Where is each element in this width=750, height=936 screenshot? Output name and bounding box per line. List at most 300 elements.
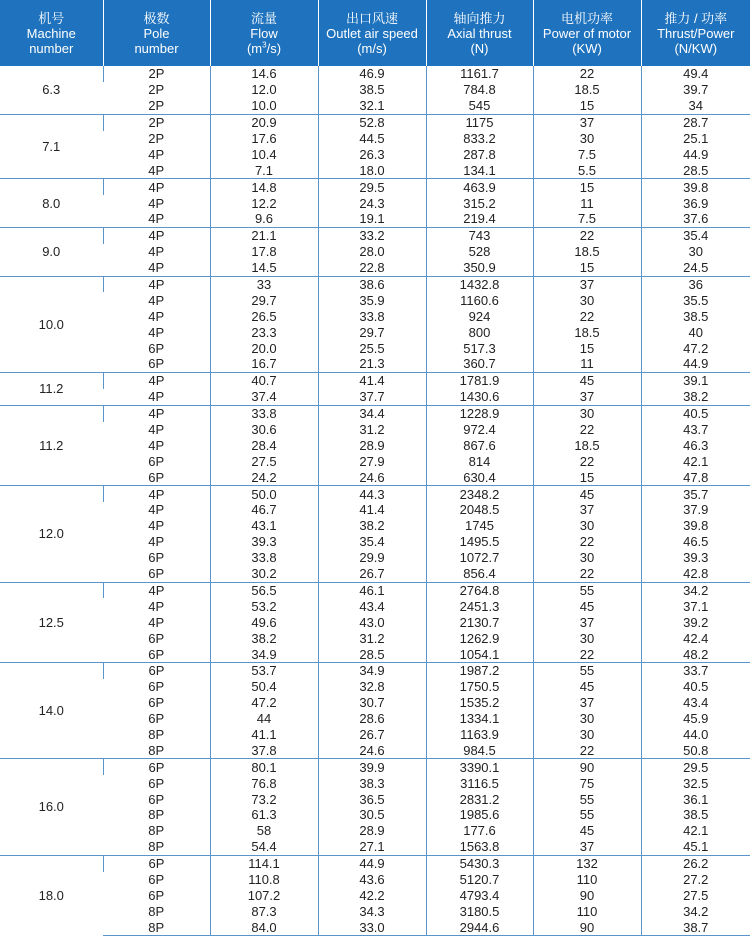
thrust-power-cell: 32.5	[641, 775, 750, 791]
flow-cell: 23.3	[210, 324, 318, 340]
header-en-line2: (KW)	[572, 40, 602, 56]
axial-thrust-cell: 287.8	[426, 146, 533, 162]
pole-number-cell: 2P	[148, 131, 165, 146]
table-row	[0, 114, 750, 130]
axial-thrust-cell: 545	[426, 98, 533, 114]
header-cn: 电机功率	[560, 10, 613, 26]
axial-thrust-cell: 1987.2	[426, 662, 533, 678]
header-en: Thrust/Power	[657, 25, 735, 41]
air-speed-cell: 22.8	[318, 260, 426, 276]
flow-cell: 110.8	[210, 872, 318, 888]
thrust-power-cell: 37.6	[641, 211, 750, 227]
pole-number-cell: 2P	[103, 114, 210, 130]
motor-power-cell: 7.5	[533, 211, 641, 227]
flow-cell: 14.5	[210, 260, 318, 276]
motor-power-cell: 15	[533, 260, 641, 276]
axial-thrust-cell: 177.6	[426, 823, 533, 839]
thrust-power-cell: 36.9	[641, 195, 750, 211]
motor-power-cell: 18.5	[533, 437, 641, 453]
flow-cell: 84.0	[210, 919, 318, 935]
flow-cell: 17.8	[210, 244, 318, 260]
axial-thrust-cell: 2348.2	[426, 486, 533, 502]
thrust-power-cell: 42.4	[641, 630, 750, 646]
table-row	[0, 534, 750, 550]
flow-cell: 33	[210, 276, 318, 292]
thrust-power-cell: 48.2	[641, 646, 750, 662]
pole-number-cell: 4P	[148, 260, 165, 276]
thrust-power-cell: 27.5	[641, 887, 750, 903]
air-speed-cell: 28.9	[318, 823, 426, 839]
table-row	[0, 807, 750, 823]
header-en-line2: (N)	[470, 40, 489, 56]
pole-number-cell: 6P	[103, 855, 210, 871]
axial-thrust-cell: 1563.8	[426, 839, 533, 855]
table-row	[0, 146, 750, 162]
pole-number-cell: 6P	[148, 469, 165, 485]
axial-thrust-cell: 1495.5	[426, 534, 533, 550]
pole-number-cell: 8P	[103, 919, 210, 935]
thrust-power-cell: 49.4	[641, 66, 750, 82]
thrust-power-cell: 42.8	[641, 566, 750, 582]
machine-number-cell: 9.0	[0, 227, 103, 276]
air-speed-cell: 24.6	[318, 469, 426, 485]
motor-power-cell: 22	[533, 227, 641, 243]
axial-thrust-cell: 1334.1	[426, 711, 533, 727]
table-row	[0, 372, 750, 388]
air-speed-cell: 26.7	[318, 727, 426, 743]
thrust-power-cell: 38.5	[641, 308, 750, 324]
unit-suffix: /s)	[266, 40, 282, 56]
table-row	[0, 195, 750, 211]
flow-cell: 49.6	[210, 614, 318, 630]
flow-cell: 24.2	[210, 469, 318, 485]
thrust-power-cell: 50.8	[641, 742, 750, 758]
axial-thrust-cell: 1228.9	[426, 405, 533, 421]
pole-number-cell: 4P	[103, 582, 210, 598]
thrust-power-cell: 39.3	[641, 550, 750, 566]
thrust-power-cell: 43.7	[641, 422, 750, 438]
air-speed-cell: 33.8	[318, 308, 426, 324]
flow-cell: 53.7	[210, 662, 318, 678]
thrust-power-cell: 27.2	[641, 872, 750, 888]
pole-number-cell: 4P	[103, 486, 210, 502]
axial-thrust-cell: 1163.9	[426, 727, 533, 743]
table-row	[0, 839, 750, 855]
axial-thrust-cell: 463.9	[426, 179, 533, 195]
flow-cell: 114.1	[210, 855, 318, 871]
header-cn: 机号	[38, 10, 65, 26]
pole-number-cell: 4P	[148, 146, 165, 162]
motor-power-cell: 45	[533, 486, 641, 502]
air-speed-cell: 19.1	[318, 211, 426, 227]
pole-number-cell: 6P	[148, 775, 165, 791]
table-row	[0, 775, 750, 791]
air-speed-cell: 38.5	[318, 82, 426, 98]
thrust-power-cell: 39.2	[641, 614, 750, 630]
air-speed-cell: 32.1	[318, 98, 426, 114]
axial-thrust-cell: 1054.1	[426, 646, 533, 662]
table-row	[0, 486, 750, 502]
header-cn: 推力 / 功率	[664, 10, 728, 26]
axial-thrust-cell: 2048.5	[426, 502, 533, 518]
air-speed-cell: 38.3	[318, 775, 426, 791]
axial-thrust-cell: 4793.4	[426, 887, 533, 903]
table-row	[0, 855, 750, 871]
thrust-power-cell: 42.1	[641, 823, 750, 839]
machine-number-cell: 11.2	[0, 405, 103, 485]
air-speed-cell: 30.5	[318, 807, 426, 823]
pole-number-cell: 4P	[148, 195, 165, 211]
air-speed-cell: 29.7	[318, 324, 426, 340]
pole-number-cell: 8P	[148, 823, 165, 839]
axial-thrust-cell: 1175	[426, 114, 533, 130]
flow-cell: 46.7	[210, 502, 318, 518]
motor-power-cell: 37	[533, 389, 641, 405]
flow-cell: 58	[210, 823, 318, 839]
thrust-power-cell: 24.5	[641, 260, 750, 276]
motor-power-cell: 55	[533, 807, 641, 823]
flow-cell: 14.6	[210, 66, 318, 82]
header-axial-thrust	[426, 0, 533, 66]
pole-number-cell: 4P	[148, 598, 165, 614]
axial-thrust-cell: 800	[426, 324, 533, 340]
motor-power-cell: 55	[533, 582, 641, 598]
motor-power-cell: 30	[533, 405, 641, 421]
table-row	[0, 308, 750, 324]
table-row	[0, 227, 750, 243]
flow-cell: 37.8	[210, 742, 318, 758]
table-row	[0, 162, 750, 178]
thrust-power-cell: 29.5	[641, 759, 750, 775]
motor-power-cell: 18.5	[533, 82, 641, 98]
motor-power-cell: 22	[533, 66, 641, 82]
machine-number-cell: 12.5	[0, 582, 103, 662]
thrust-power-cell: 44.9	[641, 146, 750, 162]
motor-power-cell: 37	[533, 114, 641, 130]
table-row	[0, 276, 750, 292]
air-speed-cell: 29.9	[318, 550, 426, 566]
axial-thrust-cell: 134.1	[426, 162, 533, 178]
air-speed-cell: 34.4	[318, 405, 426, 421]
thrust-power-cell: 36.1	[641, 791, 750, 807]
flow-cell: 76.8	[210, 775, 318, 791]
air-speed-cell: 32.8	[318, 679, 426, 695]
flow-cell: 16.7	[210, 356, 318, 372]
machine-number-cell: 6.3	[42, 82, 61, 98]
table-row	[0, 211, 750, 227]
pole-number-cell: 6P	[148, 679, 165, 695]
thrust-power-cell: 47.8	[641, 469, 750, 485]
thrust-power-cell: 38.5	[641, 807, 750, 823]
table-row	[0, 695, 750, 711]
thrust-power-cell: 25.1	[641, 131, 750, 147]
pole-number-cell: 4P	[148, 308, 165, 324]
thrust-power-cell: 45.1	[641, 839, 750, 855]
pole-number-cell: 4P	[148, 614, 165, 630]
air-speed-cell: 26.3	[318, 146, 426, 162]
motor-power-cell: 22	[533, 534, 641, 550]
flow-cell: 80.1	[210, 759, 318, 775]
table-row	[0, 518, 750, 534]
axial-thrust-cell: 833.2	[426, 131, 533, 147]
motor-power-cell: 37	[533, 614, 641, 630]
axial-thrust-cell: 1430.6	[426, 389, 533, 405]
table-row	[0, 823, 750, 839]
table-row	[0, 131, 750, 147]
motor-power-cell: 30	[533, 550, 641, 566]
axial-thrust-cell: 2451.3	[426, 598, 533, 614]
table-row	[0, 598, 750, 614]
pole-number-cell: 6P	[148, 453, 165, 469]
motor-power-cell: 15	[533, 340, 641, 356]
air-speed-cell: 42.2	[318, 887, 426, 903]
air-speed-cell: 34.3	[318, 903, 426, 919]
motor-power-cell: 30	[533, 711, 641, 727]
flow-cell: 12.2	[210, 195, 318, 211]
air-speed-cell: 41.4	[318, 502, 426, 518]
pole-number-cell: 6P	[148, 566, 165, 582]
axial-thrust-cell: 517.3	[426, 340, 533, 356]
axial-thrust-cell: 984.5	[426, 742, 533, 758]
pole-number-cell: 4P	[148, 518, 165, 534]
motor-power-cell: 15	[533, 469, 641, 485]
axial-thrust-cell: 784.8	[426, 82, 533, 98]
air-speed-cell: 26.7	[318, 566, 426, 582]
thrust-power-cell: 46.5	[641, 534, 750, 550]
air-speed-cell: 18.0	[318, 162, 426, 178]
motor-power-cell: 15	[533, 98, 641, 114]
pole-number-cell: 4P	[148, 292, 165, 308]
air-speed-cell: 34.9	[318, 662, 426, 678]
table-body	[0, 66, 750, 936]
motor-power-cell: 22	[533, 308, 641, 324]
table-row	[0, 566, 750, 582]
unit-prefix: (m	[246, 40, 263, 56]
pole-number-cell: 6P	[148, 711, 165, 727]
header-en: Flow	[250, 25, 278, 41]
motor-power-cell: 55	[533, 791, 641, 807]
thrust-power-cell: 28.5	[641, 162, 750, 178]
table-row	[0, 919, 750, 935]
thrust-power-cell: 37.1	[641, 598, 750, 614]
motor-power-cell: 11	[533, 195, 641, 211]
table-row	[0, 550, 750, 566]
air-speed-cell: 43.0	[318, 614, 426, 630]
air-speed-cell: 31.2	[318, 422, 426, 438]
thrust-power-cell: 47.2	[641, 340, 750, 356]
table-row	[0, 662, 750, 678]
header-outlet-air-speed	[318, 0, 426, 66]
air-speed-cell: 28.6	[318, 711, 426, 727]
flow-cell: 14.8	[210, 179, 318, 195]
thrust-power-cell: 37.9	[641, 502, 750, 518]
thrust-power-cell: 33.7	[641, 662, 750, 678]
table-row	[0, 340, 750, 356]
motor-power-cell: 90	[533, 759, 641, 775]
motor-power-cell: 37	[533, 695, 641, 711]
table-row	[0, 66, 750, 82]
pole-number-cell: 4P	[148, 389, 165, 405]
header-row	[0, 0, 750, 66]
air-speed-cell: 43.4	[318, 598, 426, 614]
table-row	[0, 437, 750, 453]
header-en: Axial thrust	[447, 25, 512, 41]
air-speed-cell: 37.7	[318, 389, 426, 405]
header-en-line2: number	[29, 40, 74, 56]
header-flow	[210, 0, 318, 66]
axial-thrust-cell: 1535.2	[426, 695, 533, 711]
table-row	[0, 324, 750, 340]
axial-thrust-cell: 630.4	[426, 469, 533, 485]
air-speed-cell: 27.9	[318, 453, 426, 469]
pole-number-cell: 6P	[148, 695, 165, 711]
header-en-line2: (m/s)	[357, 40, 387, 56]
thrust-power-cell: 35.5	[641, 292, 750, 308]
header-en: Power of motor	[542, 25, 632, 41]
header-cn: 轴向推力	[453, 10, 506, 26]
machine-number-cell: 11.2	[0, 372, 103, 405]
motor-power-cell: 30	[533, 727, 641, 743]
thrust-power-cell: 26.2	[641, 855, 750, 871]
flow-cell: 53.2	[210, 598, 318, 614]
axial-thrust-cell: 1161.7	[426, 66, 533, 82]
flow-cell: 29.7	[210, 292, 318, 308]
air-speed-cell: 28.5	[318, 646, 426, 662]
table-row	[0, 582, 750, 598]
thrust-power-cell: 36	[641, 276, 750, 292]
pole-number-cell: 6P	[103, 759, 210, 775]
table-row	[0, 872, 750, 888]
table-row	[0, 453, 750, 469]
air-speed-cell: 28.9	[318, 437, 426, 453]
flow-cell: 107.2	[210, 887, 318, 903]
machine-number-cell: 18.0	[0, 855, 103, 935]
motor-power-cell: 11	[533, 356, 641, 372]
header-machine-number	[0, 0, 103, 66]
motor-power-cell: 22	[533, 646, 641, 662]
pole-number-cell: 8P	[148, 903, 165, 919]
axial-thrust-cell: 1745	[426, 518, 533, 534]
flow-cell: 39.3	[210, 534, 318, 550]
flow-cell: 27.5	[210, 453, 318, 469]
air-speed-cell: 43.6	[318, 872, 426, 888]
table-row	[0, 82, 750, 98]
thrust-power-cell: 42.1	[641, 453, 750, 469]
unit-superscript: 3	[262, 40, 267, 50]
pole-number-cell: 4P	[148, 534, 165, 550]
air-speed-cell: 44.3	[318, 486, 426, 502]
flow-cell: 33.8	[210, 405, 318, 421]
motor-power-cell: 132	[533, 855, 641, 871]
pole-number-cell: 8P	[148, 726, 165, 742]
air-speed-cell: 52.8	[318, 114, 426, 130]
axial-thrust-cell: 2130.7	[426, 614, 533, 630]
air-speed-cell: 44.9	[318, 855, 426, 871]
header-thrust-power-ratio	[641, 0, 750, 66]
pole-number-cell: 4P	[148, 502, 165, 518]
flow-cell: 17.6	[210, 131, 318, 147]
table-row	[0, 244, 750, 260]
pole-number-cell: 2P	[148, 82, 165, 98]
thrust-power-cell: 45.9	[641, 711, 750, 727]
axial-thrust-cell: 1262.9	[426, 630, 533, 646]
header-en: Outlet air speed	[326, 25, 418, 41]
flow-cell: 41.1	[210, 727, 318, 743]
motor-power-cell: 90	[533, 887, 641, 903]
motor-power-cell: 30	[533, 131, 641, 147]
axial-thrust-cell: 528	[426, 244, 533, 260]
thrust-power-cell: 39.1	[641, 372, 750, 388]
pole-number-cell: 2P	[148, 98, 165, 114]
pole-number-cell: 4P	[148, 244, 165, 260]
header-pole-number	[103, 0, 210, 66]
table-header	[0, 0, 750, 66]
table-row	[0, 646, 750, 662]
thrust-power-cell: 46.3	[641, 437, 750, 453]
axial-thrust-cell: 2764.8	[426, 582, 533, 598]
air-speed-cell: 46.9	[318, 66, 426, 82]
motor-power-cell: 37	[533, 502, 641, 518]
flow-cell: 54.4	[210, 839, 318, 855]
header-en-line2: (N/KW)	[674, 40, 718, 56]
motor-power-cell: 22	[533, 422, 641, 438]
table-row	[0, 422, 750, 438]
motor-power-cell: 22	[533, 742, 641, 758]
motor-power-cell: 45	[533, 372, 641, 388]
flow-cell: 50.4	[210, 679, 318, 695]
axial-thrust-cell: 867.6	[426, 437, 533, 453]
flow-cell: 56.5	[210, 582, 318, 598]
machine-number-cell: 14.0	[0, 662, 103, 758]
air-speed-cell: 35.4	[318, 534, 426, 550]
air-speed-cell: 25.5	[318, 340, 426, 356]
motor-power-cell: 45	[533, 823, 641, 839]
table-row	[0, 630, 750, 646]
axial-thrust-cell: 1072.7	[426, 550, 533, 566]
header-cn: 流量	[250, 10, 277, 26]
pole-number-cell: 2P	[103, 66, 210, 82]
axial-thrust-cell: 5430.3	[426, 855, 533, 871]
thrust-power-cell: 34	[641, 98, 750, 114]
table-row	[0, 98, 750, 114]
pole-number-cell: 4P	[148, 422, 165, 438]
table-row	[0, 614, 750, 630]
pole-number-cell: 8P	[148, 807, 165, 823]
axial-thrust-cell: 2831.2	[426, 791, 533, 807]
flow-cell: 43.1	[210, 518, 318, 534]
flow-cell: 73.2	[210, 791, 318, 807]
pole-number-cell: 4P	[103, 179, 210, 195]
motor-power-cell: 30	[533, 292, 641, 308]
thrust-power-cell: 28.7	[641, 114, 750, 130]
table-row	[0, 356, 750, 372]
air-speed-cell: 38.2	[318, 518, 426, 534]
flow-cell: 50.0	[210, 486, 318, 502]
pole-number-cell: 6P	[148, 646, 165, 662]
axial-thrust-cell: 856.4	[426, 566, 533, 582]
flow-cell: 12.0	[210, 82, 318, 98]
axial-thrust-cell: 1750.5	[426, 679, 533, 695]
machine-number-cell: 8.0	[0, 179, 103, 228]
machine-number-cell: 12.0	[0, 486, 103, 582]
table-row	[0, 791, 750, 807]
motor-power-cell: 75	[533, 775, 641, 791]
air-speed-cell: 27.1	[318, 839, 426, 855]
axial-thrust-cell: 315.2	[426, 195, 533, 211]
axial-thrust-cell: 3180.5	[426, 903, 533, 919]
flow-cell: 20.9	[210, 114, 318, 130]
pole-number-cell: 4P	[103, 405, 210, 421]
